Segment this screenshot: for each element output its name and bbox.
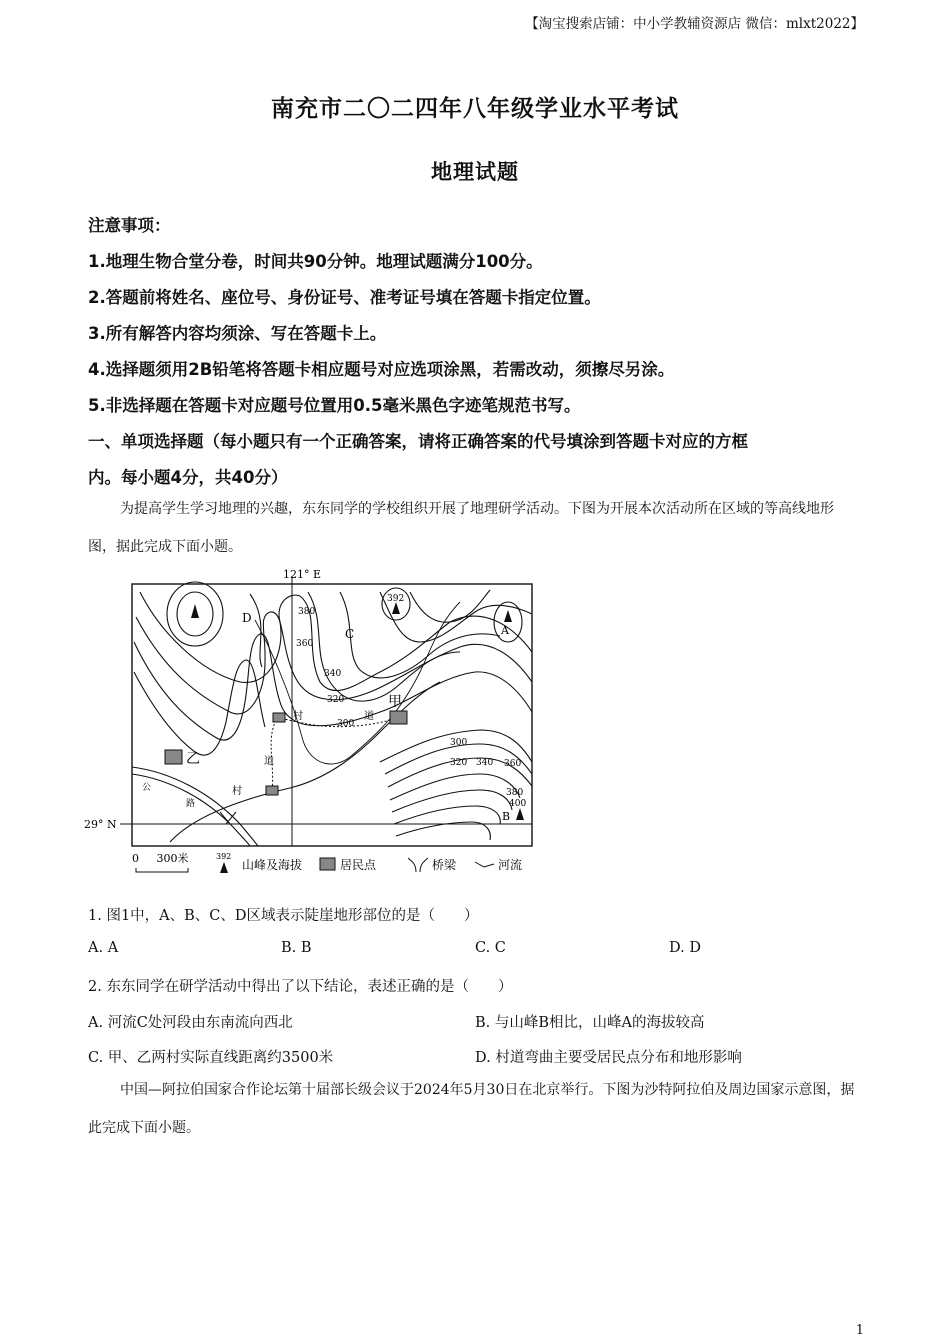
peak-value-392: 392 [387,594,405,604]
contour-label-360: 360 [296,639,314,649]
highway-char-1: 公 [142,783,152,793]
village-label-yi: 乙 [186,751,200,767]
legend-river-icon [475,862,494,867]
legend-bridge: 桥梁 [432,858,457,872]
legend-settlement-icon [320,858,335,870]
question-1-option-a: A. A [88,940,119,956]
intro-paragraph-1 [88,490,858,566]
question-1-stem: 1. 图1中，A、B、C、D区域表示陡崖地形部位的是（ ） [88,908,479,924]
intro-text-1: 为提高学生学习地理的兴趣，东东同学的学校组织开展了地理研学活动。下图为开展本次活动所在区域的等高线地形图，据此完成下面小题。 [88,501,834,555]
contour-label-320-e: 320 [450,758,468,768]
peak-label-b: B [502,810,511,823]
settlement-south [266,786,278,795]
question-2-option-d: D. 村道弯曲主要受居民点分布和地形影响 [475,1050,742,1066]
settlement-yi [165,750,182,764]
contour-map [80,562,540,882]
settlement-north [273,713,285,722]
question-2-option-b: B. 与山峰B相比，山峰A的海拔较高 [475,1015,705,1031]
question-1-option-d: D. D [669,940,701,956]
question-1-option-b: B. B [281,940,312,956]
road-char-2: 道 [364,711,374,722]
contour-label-300-e: 300 [450,738,468,748]
region-label-c: C [345,627,355,641]
contour-label-380-e: 380 [506,788,524,798]
peak-a [504,610,512,622]
notice-heading: 注意事项： [88,216,171,235]
header-note: 【淘宝搜索店铺：中小学教辅资源店 微信：mlxt2022】 [525,16,864,32]
highway-char-2: 路 [186,799,196,809]
legend-peak-value: 392 [216,852,232,861]
lon-label: 121° E [282,568,322,581]
peak-b [516,808,524,820]
contour-label-400: 400 [509,799,527,809]
notice-item-1: 1.地理生物合堂分卷，时间共90分钟。地理试题满分100分。 [88,252,543,271]
notice-item-5: 5.非选择题在答题卡对应题号位置用0.5毫米黑色字迹笔规范书写。 [88,396,581,415]
question-2-stem: 2. 东东同学在研学活动中得出了以下结论，表述正确的是（ ） [88,979,513,995]
contour-label-340: 340 [324,669,342,679]
legend-peak: 山峰及海拔 [242,858,303,872]
settlement-jia [390,711,407,724]
road-char-3: 道 [264,756,274,767]
contour-label-300: 300 [337,719,355,729]
intro-text-2: 中国—阿拉伯国家合作论坛第十届部长级会议于2024年5月30日在北京举行。下图为沙特阿拉伯及周边国家示意图，据此完成下面小题。 [88,1082,855,1136]
contour-label-340-e: 340 [476,758,494,768]
question-1-option-c: C. C [475,940,506,956]
legend-river: 河流 [498,858,523,872]
section-heading-line1: 一、单项选择题（每小题只有一个正确答案，请将正确答案的代号填涂到答题卡对应的方框 [88,432,748,451]
legend-scale-bar [136,868,188,872]
peak-west [191,604,199,618]
contour-label-380: 380 [298,607,316,617]
section-heading-line2: 内。每小题4分，共40分） [88,468,288,487]
peak-label-a: A [501,624,509,637]
question-2-option-c: C. 甲、乙两村实际直线距离约3500米 [88,1050,334,1066]
exam-subtitle: 地理试题 [431,159,519,184]
exam-title: 南充市二〇二四年八年级学业水平考试 [271,95,679,122]
question-2-option-a: A. 河流C处河段由东南流向西北 [88,1015,293,1031]
road-char-1: 村 [293,711,303,722]
intro-paragraph-2 [88,1071,858,1147]
road-char-4: 村 [232,786,242,797]
legend-settlement: 居民点 [340,858,377,872]
legend-peak-icon [220,862,228,873]
legend-bridge-icon [408,858,428,872]
notice-item-2: 2.答题前将姓名、座位号、身份证号、准考证号填在答题卡指定位置。 [88,288,601,307]
contour-label-360-e: 360 [504,759,522,769]
page-number: 1 [855,1323,864,1338]
village-label-jia: 甲 [388,694,402,710]
contour-label-320: 320 [327,695,345,705]
region-label-d: D [242,611,252,625]
notice-item-3: 3.所有解答内容均须涂、写在答题卡上。 [88,324,387,343]
notice-item-4: 4.选择题须用2B铅笔将答题卡相应题号对应选项涂黑，若需改动，须擦尽另涂。 [88,360,675,379]
village-road [271,717,398,790]
legend-scale: 0 300米 [132,852,189,865]
lat-label: 29° N [84,818,117,831]
